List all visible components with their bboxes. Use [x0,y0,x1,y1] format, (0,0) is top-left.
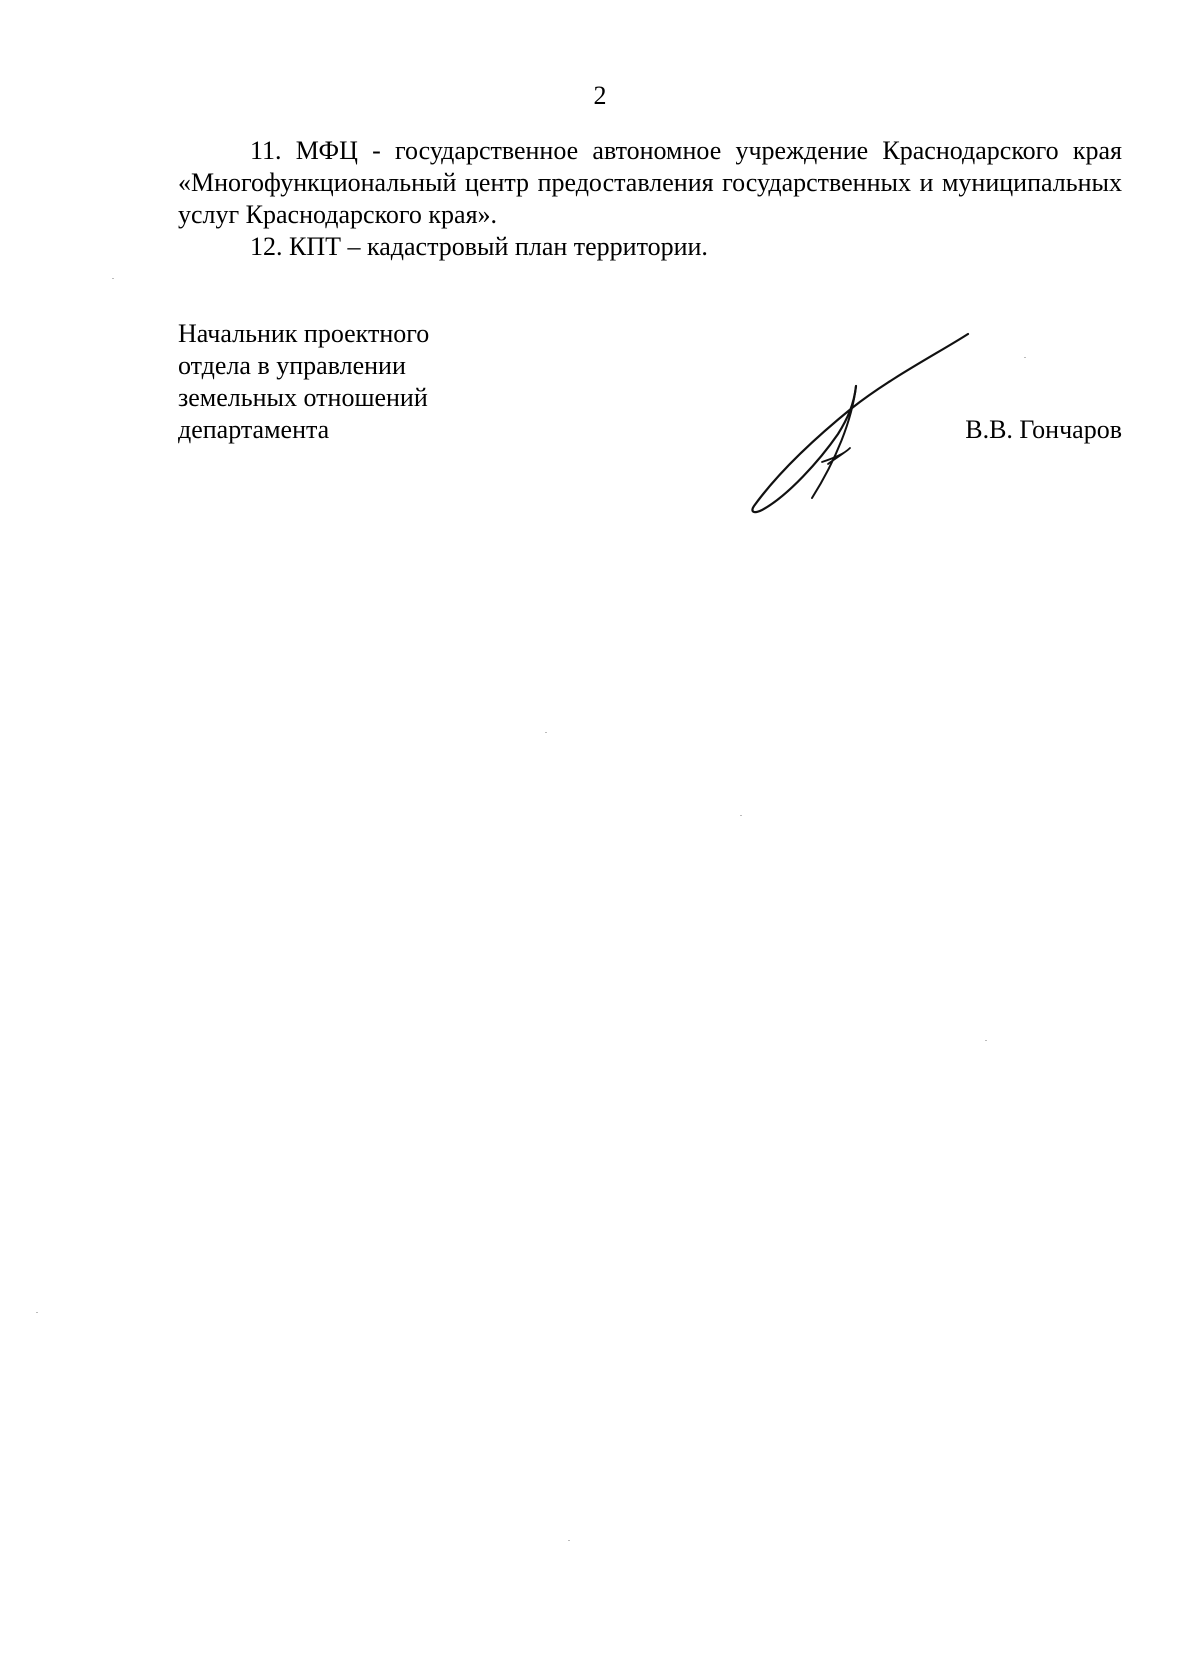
paragraph-11: 11. МФЦ - государственное автономное учреждение Краснодарского края «Многофункциональный центр предоставления государственных и муниципальных услуг Краснодарского края». [178,136,1122,229]
scan-speck [545,732,547,733]
signer-position-line: земельных отношений [178,383,428,412]
scan-speck [568,1540,570,1541]
paragraph-12: 12. КПТ – кадастровый план территории. [250,232,708,261]
handwritten-signature [740,330,980,520]
signer-position [178,318,498,446]
signer-position-line: отдела в управлении [178,351,406,380]
scan-speck [985,1040,987,1041]
page-number: 2 [593,81,607,110]
scan-speck [36,1312,38,1313]
scan-speck [1024,357,1026,358]
document-body [178,135,1122,263]
signer-name: В.В. Гончаров [965,415,1122,444]
signature-block [178,318,1122,518]
signer-position-line: департамента [178,415,330,444]
scan-speck [112,278,114,279]
scan-speck [740,815,742,816]
signer-position-line: Начальник проектного [178,319,430,348]
